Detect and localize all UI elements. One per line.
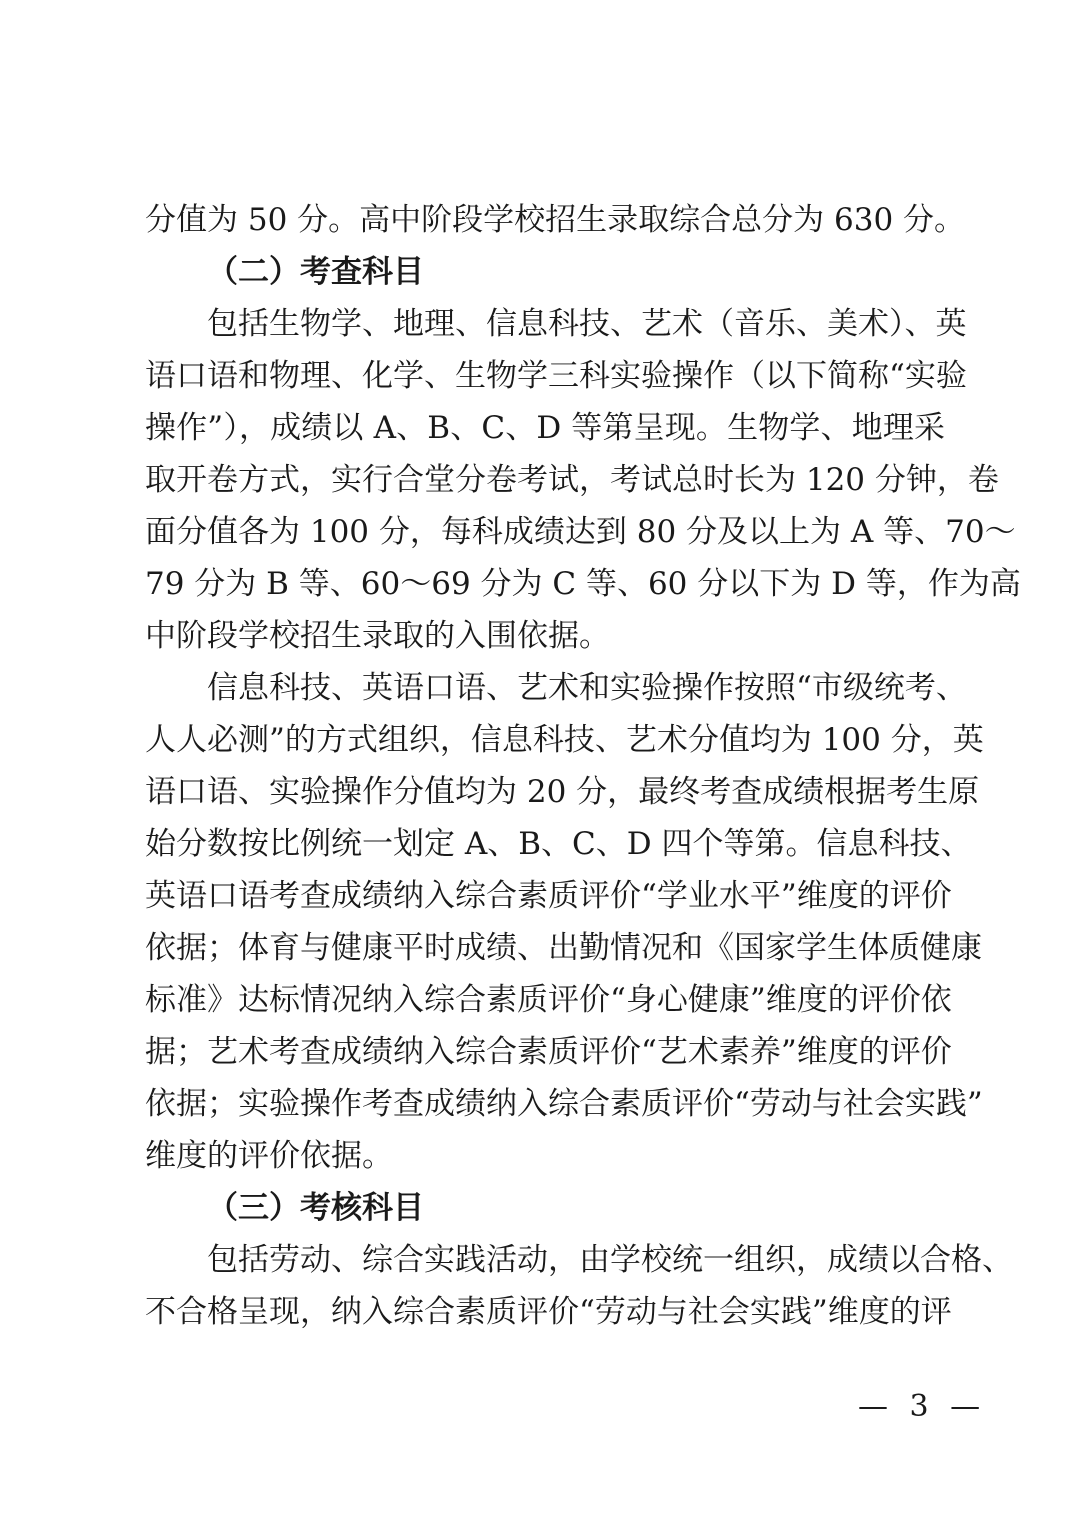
paragraph-line: 依据；实验操作考查成绩纳入综合素质评价“劳动与社会实践”	[145, 1086, 983, 1122]
paragraph-line: 包括生物学、地理、信息科技、艺术（音乐、美术）、英	[207, 306, 967, 342]
paragraph-line: 操作”），成绩以 A、B、C、D 等第呈现。生物学、地理采	[145, 410, 945, 446]
page-number: — 3 —	[858, 1389, 987, 1424]
paragraph-line: 据；艺术考查成绩纳入综合素质评价“艺术素养”维度的评价	[145, 1034, 952, 1070]
paragraph-line: 中阶段学校招生录取的入围依据。	[145, 618, 610, 654]
paragraph-line: 语口语和物理、化学、生物学三科实验操作（以下简称“实验	[145, 358, 967, 394]
paragraph-line: 不合格呈现，纳入综合素质评价“劳动与社会实践”维度的评	[145, 1294, 952, 1330]
paragraph-line: 面分值各为 100 分，每科成绩达到 80 分及以上为 A 等、70～	[145, 514, 1016, 550]
paragraph-line: 依据；体育与健康平时成绩、出勤情况和《国家学生体质健康	[145, 930, 982, 966]
paragraph-line: 语口语、实验操作分值均为 20 分，最终考查成绩根据考生原	[145, 774, 980, 810]
paragraph-line: 包括劳动、综合实践活动，由学校统一组织，成绩以合格、	[207, 1242, 1013, 1278]
paragraph-line: 维度的评价依据。	[145, 1138, 393, 1174]
paragraph-line: 始分数按比例统一划定 A、B、C、D 四个等第。信息科技、	[145, 826, 972, 862]
paragraph-line: 分值为 50 分。高中阶段学校招生录取综合总分为 630 分。	[145, 202, 966, 238]
paragraph-line: 人人必测”的方式组织，信息科技、艺术分值均为 100 分，英	[145, 722, 984, 758]
paragraph-line: 79 分为 B 等、60～69 分为 C 等、60 分以下为 D 等，作为高	[145, 566, 1021, 602]
paragraph-line: 标准》达标情况纳入综合素质评价“身心健康”维度的评价依	[145, 982, 952, 1018]
paragraph-line: 取开卷方式，实行合堂分卷考试，考试总时长为 120 分钟，卷	[145, 462, 999, 498]
paragraph-line: 英语口语考查成绩纳入综合素质评价“学业水平”维度的评价	[145, 878, 952, 914]
paragraph-line: 信息科技、英语口语、艺术和实验操作按照“市级统考、	[207, 670, 967, 706]
section-heading-inspection-subjects: （二）考查科目	[207, 254, 424, 290]
section-heading-assessment-subjects: （三）考核科目	[207, 1190, 424, 1226]
